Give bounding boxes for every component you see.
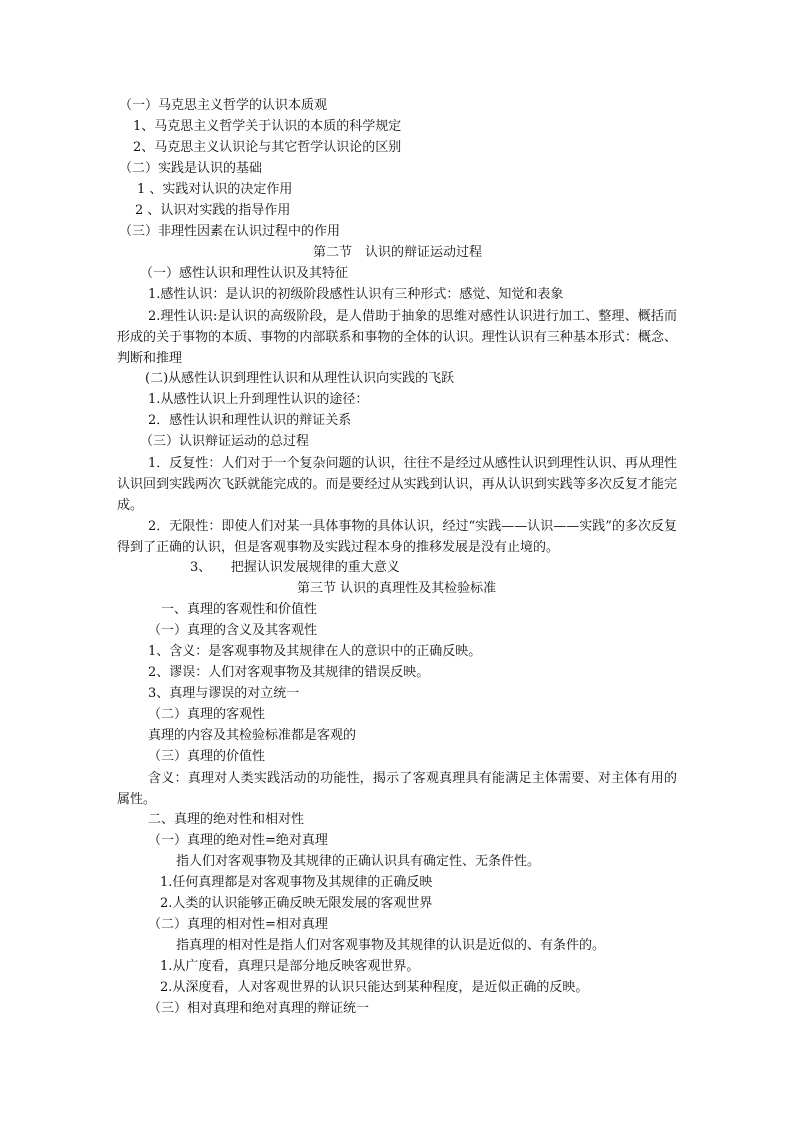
list-item: 1、马克思主义哲学关于认识的本质的科学规定 <box>133 119 402 134</box>
section-heading: （一）真理的含义及其客观性 <box>148 623 318 638</box>
section-heading: （三）认识辩证运动的总过程 <box>140 434 310 449</box>
list-item: 2.人类的认识能够正确反映无限发展的客观世界 <box>160 896 433 911</box>
list-item: 1.感性认识：是认识的初级阶段感性认识有三种形式：感觉、知觉和表象 <box>148 287 564 302</box>
list-item: 2、谬误：人们对客观事物及其规律的错误反映。 <box>148 665 430 680</box>
list-item: 1.任何真理都是对客观事物及其规律的正确反映 <box>160 875 433 890</box>
list-item: 1 、实践对认识的决定作用 <box>137 182 293 197</box>
paragraph: 指真理的相对性是指人们对客观事物及其规律的认识是近似的、有条件的。 <box>176 938 606 953</box>
list-item: 1.从广度看，真理只是部分地反映客观世界。 <box>160 959 420 974</box>
section-heading: （二）真理的相对性=相对真理 <box>148 917 328 932</box>
section-heading: (二)从感性认识到理性认识和从理性认识向实践的飞跃 <box>145 371 455 386</box>
list-item: 2．感性认识和理性认识的辩证关系 <box>148 413 352 428</box>
section-heading: （一）马克思主义哲学的认识本质观 <box>119 98 328 113</box>
paragraph: 含义：真理对人类实践活动的功能性，揭示了客观真理具有能满足主体需要、对主体有用的属性。 <box>117 771 677 807</box>
paragraph: 2．无限性：即使人们对某一具体事物的具体认识，经过“实践——认识——实践”的多次反复得到了正确的认识，但是客观事物及实践过程本身的推移发展是没有止境的。 <box>117 519 677 555</box>
list-item: 2、马克思主义认识论与其它哲学认识论的区别 <box>133 140 402 155</box>
list-item: 2.从深度看，人对客观世界的认识只能达到某种程度，是近似正确的反映。 <box>160 980 589 995</box>
section-heading: （一）感性认识和理性认识及其特征 <box>140 266 349 281</box>
list-item: 3、 把握认识发展规律的重大意义 <box>190 560 400 575</box>
section-heading: （一）真理的绝对性=绝对真理 <box>148 833 328 848</box>
paragraph: 指人们对客观事物及其规律的正确认识具有确定性、无条件性。 <box>176 854 541 869</box>
section-heading: （三）真理的价值性 <box>148 749 266 764</box>
list-item: 3、真理与谬误的对立统一 <box>148 686 300 701</box>
section-heading: （三）非理性因素在认识过程中的作用 <box>119 224 341 239</box>
chapter-section-title: 第三节 认识的真理性及其检验标准 <box>297 581 497 596</box>
chapter-section-title: 第二节 认识的辩证运动过程 <box>313 245 483 260</box>
paragraph: 1．反复性：人们对于一个复杂问题的认识，往往不是经过从感性认识到理性认识、再从理性认识回到实践两次飞跃就能完成的。而是要经过从实践到认识，再从认识到实践等多次反复才能完成。 <box>117 456 677 513</box>
section-heading: （二）实践是认识的基础 <box>119 161 263 176</box>
list-item: 1.从感性认识上升到理性认识的途径： <box>148 392 369 407</box>
list-item: 1、含义：是客观事物及其规律在人的意识中的正确反映。 <box>148 644 482 659</box>
paragraph: 真理的内容及其检验标准都是客观的 <box>148 728 357 743</box>
list-item: 2 、认识对实践的指导作用 <box>135 203 291 218</box>
section-heading: 二、真理的绝对性和相对性 <box>148 812 305 827</box>
section-heading: （二）真理的客观性 <box>148 707 266 722</box>
paragraph: 2.理性认识:是认识的高级阶段，是人借助于抽象的思维对感性认识进行加工、整理、概括而形成的关于事物的本质、事物的内部联系和事物的全体的认识。理性认识有三种基本形式：概念、判断和推理 <box>117 309 677 366</box>
section-heading: 一、真理的客观性和价值性 <box>161 602 318 617</box>
section-heading: （三）相对真理和绝对真理的辩证统一 <box>148 1001 370 1016</box>
